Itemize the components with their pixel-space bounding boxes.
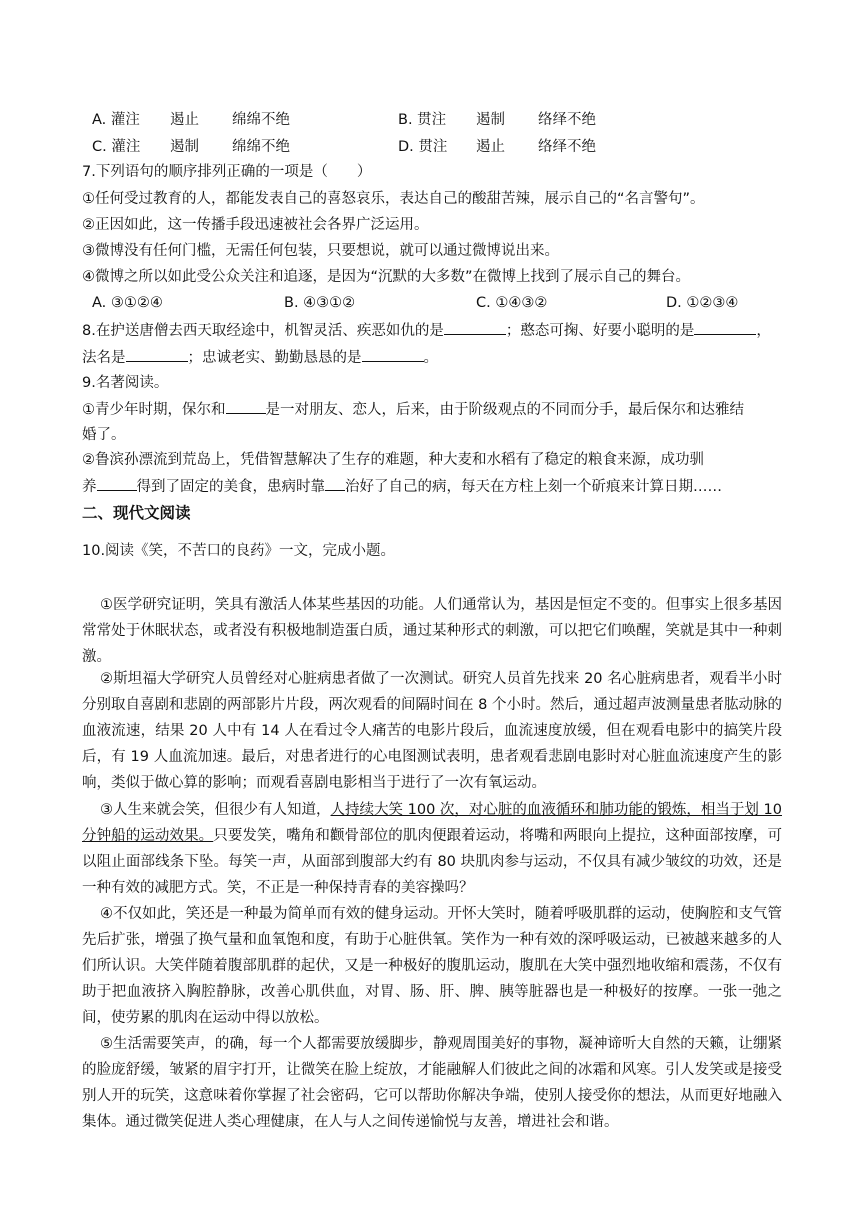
- q10-stem: 10.阅读《笑，不苦口的良药》一文，完成小题。: [82, 543, 396, 559]
- q8-text-1: 8.在护送唐僧去西天取经途中，机智灵活、疾恶如仇的是: [82, 323, 444, 339]
- q8-text-3: ，: [756, 323, 771, 339]
- q9-item-2-line-1: ②鲁滨孙漂流到荒岛上，凭借智慧解决了生存的难题，种大麦和水稻有了稳定的粮食来源，成功驯: [82, 452, 704, 468]
- q9-item-2-line-2: [82, 476, 782, 497]
- q9-item-1-line-1: [82, 399, 782, 420]
- q7-sentence-4: ④微博之所以如此受公众关注和追逐，是因为“沉默的大多数”在微博上找到了展示自己的舞台。: [82, 269, 691, 285]
- q8-blank-4[interactable]: [362, 347, 424, 362]
- q6-option-d[interactable]: [398, 137, 596, 157]
- q8-blank-3[interactable]: [126, 347, 188, 362]
- q9-stem: 9.名著阅读。: [82, 375, 169, 391]
- q6-option-b-word3: 络绎不绝: [538, 112, 596, 128]
- q6-option-c[interactable]: [92, 137, 290, 157]
- q6-option-c-word3: 绵绵不绝: [232, 139, 290, 155]
- passage-paragraph-5: ⑤生活需要笑声，的确，每一个人都需要放缓脚步，静观周围美好的事物，凝神谛听大自然的天籁，让绷紧的脸庞舒缓，皱紧的眉宇打开，让微笑在脸上绽放，才能融解人们彼此之间的冰霜和风寒。引人发笑或是接受别人开的玩笑，这意味着你掌握了社会密码，它可以帮助你解决争端，使别人接受你的想法，从而更好地融入集体。通过微笑促进人类心理健康，在人与人之间传递愉悦与友善，增进社会和谐。: [82, 1036, 782, 1130]
- q6-option-a-word2: 遏止: [170, 112, 199, 128]
- q6-option-c-word2: 遏制: [170, 139, 199, 155]
- passage-paragraph-4: ④不仅如此，笑还是一种最为简单而有效的健身运动。开怀大笑时，随着呼吸肌群的运动，使胸腔和支气管先后扩张，增强了换气量和血氧饱和度，有助于心脏供氧。笑作为一种有效的深呼吸运动，已被越来越多的人们所认识。大笑伴随着腹部肌群的起伏，又是一种极好的腹肌运动，腹肌在大笑中强烈地收缩和震荡，不仅有助于把血液挤入胸腔静脉，改善心肌供血，对胃、肠、肝、脾、胰等脏器也是一种极好的按摩。一张一弛之间，使劳累的肌肉在运动中得以放松。: [82, 906, 782, 1026]
- q9-item-2-text-b: 养: [82, 479, 97, 495]
- q8-blank-2[interactable]: [694, 320, 756, 335]
- q6-option-b[interactable]: [398, 110, 596, 130]
- q6-option-b-label: B. 贯注: [398, 112, 447, 128]
- q6-option-d-label: D. 贯注: [398, 139, 448, 155]
- q8-line-1: [82, 320, 782, 341]
- q9-blank-3[interactable]: [325, 476, 345, 491]
- q8-text-2: ；憨态可掬、好要小聪明的是: [505, 323, 695, 339]
- q9-blank-1[interactable]: [226, 399, 266, 414]
- q7-sentence-3: ③微博没有任何门槛，无需任何包装，只要想说，就可以通过微博说出来。: [82, 243, 559, 259]
- passage-paragraph-2: ②斯坦福大学研究人员曾经对心脏病患者做了一次测试。研究人员首先找来 20 名心脏病患者，观看半小时分别取自喜剧和悲剧的两部影片片段，两次观看的间隔时间在 8 个小时。然后，通过超声波测量患者肱动脉的血液流速，结果 20 人中有 14 人在看过令人痛苦的电影片段后，血流速度放缓，但在观看电影中的搞笑片段后，有 19 人血流加速。最后，对患者进行的心电图测试表明，患者观看悲剧电影时对心脏血流速度产生的影响，类似于做心算的影响；而观看喜剧电影相当于进行了一次有氧运动。: [82, 671, 782, 791]
- q8-text-4: 法名是: [82, 350, 126, 366]
- passage-paragraph-1: ①医学研究证明，笑具有激活人体某些基因的功能。人们通常认为，基因是恒定不变的。但事实上很多基因常常处于休眠状态，或者没有积极地制造蛋白质，通过某种形式的刺激，可以把它们唤醒，笑就是其中一种刺激。: [82, 597, 782, 665]
- q7-option-c[interactable]: C. ①④③②: [476, 295, 548, 311]
- q8-text-5: ；忠诚老实、勤勤恳恳的是: [187, 350, 362, 366]
- q8-text-6: 。: [423, 350, 438, 366]
- q7-option-a[interactable]: A. ③①②④: [92, 295, 163, 311]
- q7-option-b[interactable]: B. ④③①②: [284, 295, 356, 311]
- q7-stem: 7.下列语句的顺序排列正确的一项是（ ）: [82, 164, 372, 180]
- q9-item-2-text-d: 治好了自己的病，每天在方柱上刻一个斫痕来计算日期……: [345, 479, 722, 495]
- q6-option-d-word2: 遏止: [476, 139, 505, 155]
- q9-item-1-line-2: 婚了。: [82, 427, 126, 443]
- section-2-heading: 二、现代文阅读: [82, 504, 191, 522]
- passage-paragraph-3: [82, 797, 782, 901]
- q7-sentence-1: ①任何受过教育的人，都能发表自己的喜怒哀乐，表达自己的酸甜苦辣，展示自己的“名言警句”。: [82, 191, 705, 207]
- q9-item-1-text-a: ①青少年时期，保尔和: [82, 402, 226, 418]
- q8-line-2: [82, 347, 782, 368]
- q6-option-c-label: C. 灌注: [92, 139, 141, 155]
- q6-option-a-word3: 绵绵不绝: [232, 112, 290, 128]
- q6-option-a-label: A. 灌注: [92, 112, 140, 128]
- q7-option-d[interactable]: D. ①②③④: [666, 295, 739, 311]
- q9-blank-2[interactable]: [97, 476, 137, 491]
- q9-item-2-text-c: 得到了固定的美食，患病时靠: [136, 479, 325, 495]
- q7-sentence-2: ②正因如此，这一传播手段迅速被社会各界广泛运用。: [82, 217, 429, 233]
- passage-paragraph-3-text-b: 只要发笑，嘴角和颧骨部位的肌肉便跟着运动，将嘴和两眼向上提拉，这种面部按摩，可以阻止面部线条下坠。每笑一声，从面部到腹部大约有 80 块肌肉参与运动，不仅具有减少皱纹的功效，还是一种有效的减肥方式。笑，不正是一种保持青春的美容操吗？: [82, 828, 782, 896]
- q6-option-b-word2: 遏制: [476, 112, 505, 128]
- q6-option-d-word3: 络绎不绝: [538, 139, 596, 155]
- passage-paragraph-3-text-a: ③人生来就会笑，但很少有人知道，: [100, 802, 331, 818]
- q9-item-1-text-b: 是一对朋友、恋人，后来，由于阶级观点的不同而分手，最后保尔和达雅结: [265, 402, 744, 418]
- passage-underlined-sentence: 人持续大笑 100 次，对心脏的血液循环和肺功能的锻炼，相当于划 10 分钟船的运动效果。: [82, 802, 782, 844]
- q8-blank-1[interactable]: [444, 320, 506, 335]
- q6-option-a[interactable]: [92, 110, 290, 130]
